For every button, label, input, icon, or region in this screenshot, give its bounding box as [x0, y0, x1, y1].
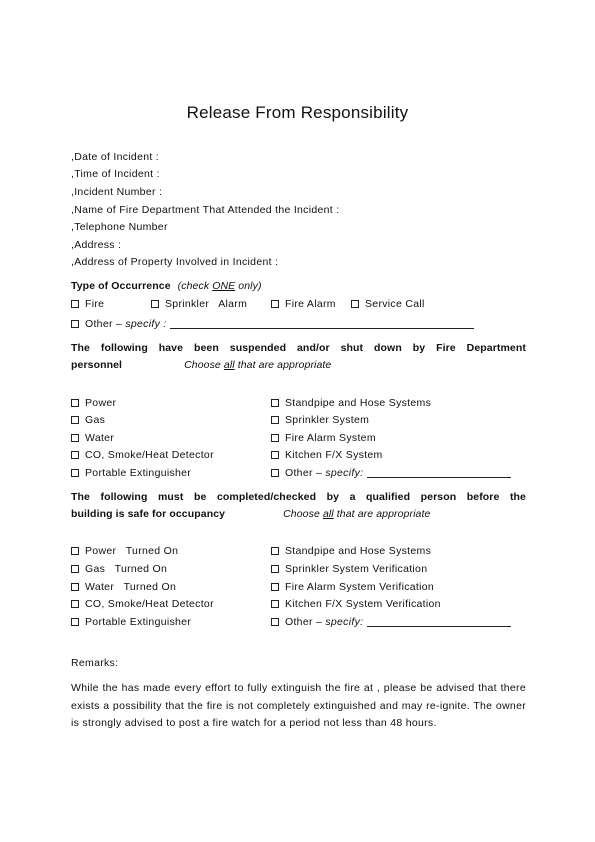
checkbox[interactable]	[271, 451, 279, 459]
remarks-text: While the has made every effort to fully extinguish the fire at , please be advised that there exists a possibility that the fire is not completely extinguished and may re-ignite. The owner is strongly advised to post a fire watch for a period not less than 48 hours.	[71, 682, 526, 729]
field-address: ,Address :	[71, 239, 122, 251]
checkbox[interactable]	[71, 451, 79, 459]
checkbox-fire-alarm[interactable]	[271, 300, 279, 308]
checkbox[interactable]	[271, 618, 279, 626]
completed-option-detector[interactable]: CO, Smoke/Heat Detector	[71, 598, 214, 610]
field-incident-number: ,Incident Number :	[71, 186, 163, 198]
field-property-address: ,Address of Property Involved in Incident :	[71, 256, 279, 268]
checkbox-fire[interactable]	[71, 300, 79, 308]
checkbox[interactable]	[271, 434, 279, 442]
suspended-option-power[interactable]: Power	[71, 397, 116, 409]
checkbox[interactable]	[71, 583, 79, 591]
document-title: Release From Responsibility	[186, 103, 409, 122]
checkbox[interactable]	[271, 583, 279, 591]
suspended-other-specify-line[interactable]	[367, 467, 511, 478]
checkbox[interactable]	[271, 547, 279, 555]
completed-heading-line1: The following must be completed/checked by a qualified person before the	[71, 491, 526, 503]
checkbox[interactable]	[71, 565, 79, 573]
suspended-option-sprinkler[interactable]: Sprinkler System	[271, 414, 369, 426]
suspended-option-detector[interactable]: CO, Smoke/Heat Detector	[71, 449, 214, 461]
checkbox[interactable]	[71, 547, 79, 555]
suspended-note: Choose all that are appropriate	[184, 359, 332, 371]
field-date-of-incident: ,Date of Incident :	[71, 151, 159, 163]
occurrence-option-other[interactable]: Other – specify :	[71, 318, 474, 330]
checkbox-other[interactable]	[71, 320, 79, 328]
completed-option-other[interactable]: Other – specify:	[271, 616, 511, 628]
completed-option-extinguisher[interactable]: Portable Extinguisher	[71, 616, 191, 628]
checkbox[interactable]	[271, 469, 279, 477]
checkbox[interactable]	[71, 469, 79, 477]
occurrence-note: (check ONE only)	[177, 280, 262, 292]
suspended-option-water[interactable]: Water	[71, 432, 114, 444]
checkbox[interactable]	[71, 618, 79, 626]
field-time-of-incident: ,Time of Incident :	[71, 168, 160, 180]
checkbox[interactable]	[271, 600, 279, 608]
completed-option-kitchen[interactable]: Kitchen F/X System Verification	[271, 598, 441, 610]
remarks-label: Remarks:	[71, 657, 119, 669]
checkbox[interactable]	[271, 565, 279, 573]
occurrence-option-fire[interactable]: Fire	[71, 298, 104, 310]
completed-option-sprinkler[interactable]: Sprinkler System Verification	[271, 563, 427, 575]
checkbox[interactable]	[71, 600, 79, 608]
suspended-option-gas[interactable]: Gas	[71, 414, 105, 426]
completed-option-fire-alarm[interactable]: Fire Alarm System Verification	[271, 581, 434, 593]
occurrence-option-sprinkler-alarm[interactable]: Sprinkler Alarm	[151, 298, 247, 310]
checkbox[interactable]	[71, 434, 79, 442]
completed-option-water[interactable]: Water Turned On	[71, 581, 176, 593]
suspended-heading-line1: The following have been suspended and/or shut down by Fire Department	[71, 342, 526, 354]
occurrence-heading	[71, 278, 526, 295]
field-fire-department-name: ,Name of Fire Department That Attended the Incident :	[71, 204, 340, 216]
completed-other-specify-line[interactable]	[367, 616, 511, 627]
suspended-option-fire-alarm[interactable]: Fire Alarm System	[271, 432, 376, 444]
checkbox[interactable]	[71, 416, 79, 424]
completed-option-power[interactable]: Power Turned On	[71, 545, 178, 557]
suspended-option-extinguisher[interactable]: Portable Extinguisher	[71, 467, 191, 479]
suspended-option-other[interactable]: Other – specify:	[271, 467, 511, 479]
suspended-option-kitchen[interactable]: Kitchen F/X System	[271, 449, 383, 461]
checkbox[interactable]	[271, 416, 279, 424]
occurrence-heading-label: Type of Occurrence	[71, 280, 171, 292]
completed-heading-line2: building is safe for occupancy Choose all that are appropriate	[71, 508, 431, 520]
occurrence-option-fire-alarm[interactable]: Fire Alarm	[271, 298, 336, 310]
field-telephone-number: ,Telephone Number	[71, 221, 168, 233]
completed-note: Choose all that are appropriate	[283, 508, 431, 520]
suspended-option-standpipe[interactable]: Standpipe and Hose Systems	[271, 397, 431, 409]
checkbox[interactable]	[71, 399, 79, 407]
checkbox-sprinkler-alarm[interactable]	[151, 300, 159, 308]
completed-option-standpipe[interactable]: Standpipe and Hose Systems	[271, 545, 431, 557]
checkbox-service-call[interactable]	[351, 300, 359, 308]
other-specify-line[interactable]	[170, 318, 474, 329]
occurrence-option-service-call[interactable]: Service Call	[351, 298, 425, 310]
suspended-heading-line2: personnel Choose all that are appropriate	[71, 359, 332, 371]
checkbox[interactable]	[271, 399, 279, 407]
completed-option-gas[interactable]: Gas Turned On	[71, 563, 167, 575]
